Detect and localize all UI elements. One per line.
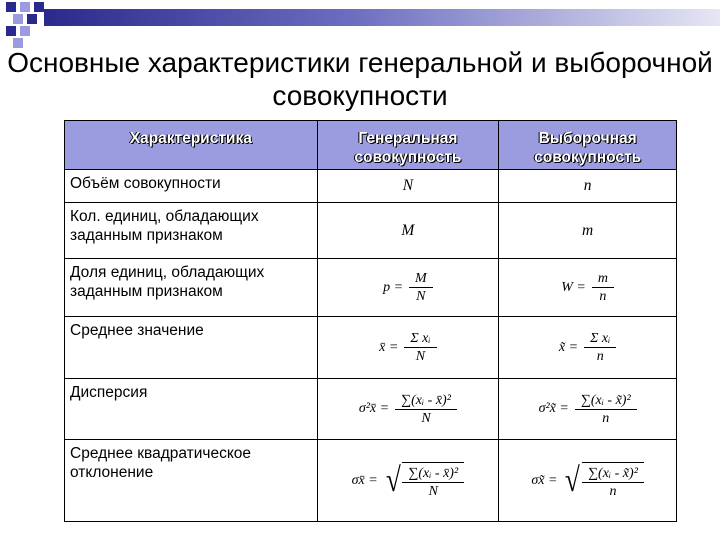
sample-formula: W = $\frac{m}{n}$ [499, 259, 677, 317]
deco-square [20, 26, 30, 36]
general-formula: p = $\frac{M}{N}$ [317, 259, 499, 317]
table-header-row [65, 121, 677, 170]
deco-square [20, 2, 30, 12]
sample-value: n [499, 170, 677, 203]
row-label: Среднее значение [65, 317, 318, 379]
table-row [65, 379, 677, 440]
sample-formula: x̃ = $\frac{\text{Σ xᵢ}}{n}$ [499, 317, 677, 379]
table-row [65, 203, 677, 259]
header-gradient-bar [44, 9, 720, 26]
deco-square [6, 2, 16, 12]
general-value: N [317, 170, 499, 203]
sqrt-symbol: √ [385, 461, 401, 499]
deco-square [34, 2, 44, 12]
deco-square [6, 26, 16, 36]
page-title: Основные характеристики генеральной и выборочной совокупности [7, 47, 713, 111]
row-label: Кол. единиц, обладающих заданным признаком [65, 203, 318, 259]
sample-formula: σ²x̃ = $\frac{\text{∑(xᵢ - x̃)²}}{n}$ [499, 379, 677, 440]
sqrt-symbol: √ [565, 461, 581, 499]
row-label: Дисперсия [65, 379, 318, 440]
header-sample: Выборочная совокупность [499, 121, 677, 170]
header-characteristic: Характеристика [65, 121, 318, 170]
general-value: M [317, 203, 499, 259]
deco-square [13, 14, 23, 24]
characteristics-table [64, 120, 677, 522]
row-label: Доля единиц, обладающих заданным признаком [65, 259, 318, 317]
table-row [65, 317, 677, 379]
table-row [65, 440, 677, 522]
sample-formula: σx̃ = √ $\frac{\text{∑(xᵢ - x̃)²}}{n}$ [499, 440, 677, 522]
table-row [65, 259, 677, 317]
table-row [65, 170, 677, 203]
general-formula: x̄ = $\frac{\text{Σ xᵢ}}{N}$ [317, 317, 499, 379]
general-formula: σx̄ = √ $\frac{\text{∑(xᵢ - x̄)²}}{N}$ [317, 440, 499, 522]
general-formula: σ²x̄ = $\frac{\text{∑(xᵢ - x̄)²}}{N}$ [317, 379, 499, 440]
sample-value: m [499, 203, 677, 259]
row-label: Объём совокупности [65, 170, 318, 203]
header-general: Генеральная совокупность [317, 121, 499, 170]
row-label: Среднее квадратическое отклонение [65, 440, 318, 522]
deco-square [27, 14, 37, 24]
